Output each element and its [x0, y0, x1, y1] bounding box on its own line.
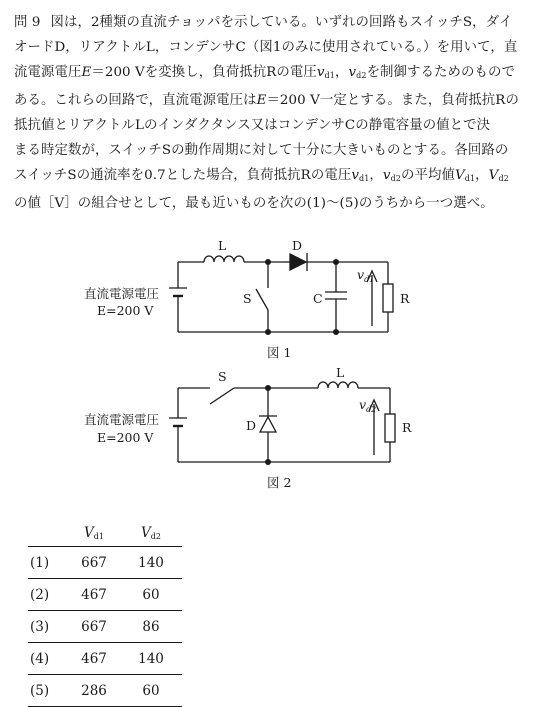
vd1-value: 667: [68, 547, 120, 579]
fig2-label-S: S: [218, 369, 227, 384]
vd2-value: 140: [120, 547, 182, 579]
fig2-label-L: L: [336, 365, 345, 380]
vd1-value: 467: [68, 643, 120, 675]
fig2-label-D: D: [246, 418, 257, 433]
option-label: (1): [28, 547, 68, 579]
header-option: [28, 520, 68, 547]
table-row: [28, 643, 182, 675]
fig2-caption: 図 2: [267, 475, 292, 490]
answer-table: [28, 520, 182, 707]
figure-1-circuit: [169, 253, 393, 332]
vd2-value: 60: [120, 675, 182, 707]
header-vd2: $V_{d2}$: [120, 520, 182, 547]
question-line-7: スイッチSの通流率を0.7とした場合，負荷抵抗Rの電圧$v_{d1}$，$v_{d2}$の平均値$V_{d1}$，$V_{d2}$: [14, 168, 509, 183]
fig1-label-R: R: [400, 291, 410, 306]
table-row: [28, 611, 182, 643]
vd2-value: 60: [120, 579, 182, 611]
header-vd1: $V_{d1}$: [68, 520, 120, 547]
fig1-label-C: C: [313, 291, 323, 306]
question-line-8: の値［V］の組合せとして，最も近いものを次の(1)〜(5)のうちから一つ選べ。: [14, 196, 494, 211]
question-line-3: 流電源電圧E＝200 Vを変換し，負荷抵抗Rの電圧$v_{d1}$，$v_{d2}$を制御するためのもので: [14, 65, 515, 80]
option-label: (5): [28, 675, 68, 707]
fig1-caption: 図 1: [267, 345, 292, 360]
option-label: (3): [28, 611, 68, 643]
question-line-4: ある。これらの回路で，直流電源電圧はE＝200 V一定とする。また，負荷抵抗Rの: [14, 93, 519, 108]
fig1-source-label: 直流電源電圧: [84, 286, 160, 301]
question-number: 問 9: [14, 15, 41, 30]
question-line-2: オードD，リアクトルL，コンデンサC（図1のみに使用されている。）を用いて，直: [14, 40, 518, 55]
option-label: (4): [28, 643, 68, 675]
question-line-5: 抵抗値とリアクトルLのインダクタンス又はコンデンサCの静電容量の値とで決: [14, 118, 491, 133]
fig1-source-voltage: E=200 V: [97, 303, 154, 318]
answer-table-header: [28, 520, 182, 547]
vd2-value: 86: [120, 611, 182, 643]
fig1-label-S: S: [243, 291, 252, 306]
question-line-6: まる時定数が，スイッチSの動作周期に対して十分に大きいものとする。各回路の: [14, 143, 509, 158]
fig2-source-label: 直流電源電圧: [84, 412, 160, 427]
fig2-label-R: R: [402, 420, 412, 435]
vd1-value: 467: [68, 579, 120, 611]
table-row: [28, 579, 182, 611]
fig1-vd1-label: $v_{d1}$: [357, 267, 375, 284]
fig2-vd2-label: $v_{d2}$: [359, 397, 377, 414]
vd1-value: 667: [68, 611, 120, 643]
vd1-value: 286: [68, 675, 120, 707]
question-line-1: 問 9 図は，2種類の直流チョッパを示している。いずれの回路もスイッチS，ダイ: [14, 15, 513, 30]
figure-1-nodes: [266, 260, 339, 335]
fig1-label-L: L: [218, 238, 227, 253]
option-label: (2): [28, 579, 68, 611]
fig1-label-D: D: [292, 238, 303, 253]
table-row: [28, 675, 182, 707]
fig2-source-voltage: E=200 V: [97, 430, 154, 445]
figure-2-circuit: [169, 382, 395, 462]
table-row: [28, 547, 182, 579]
vd2-value: 140: [120, 643, 182, 675]
